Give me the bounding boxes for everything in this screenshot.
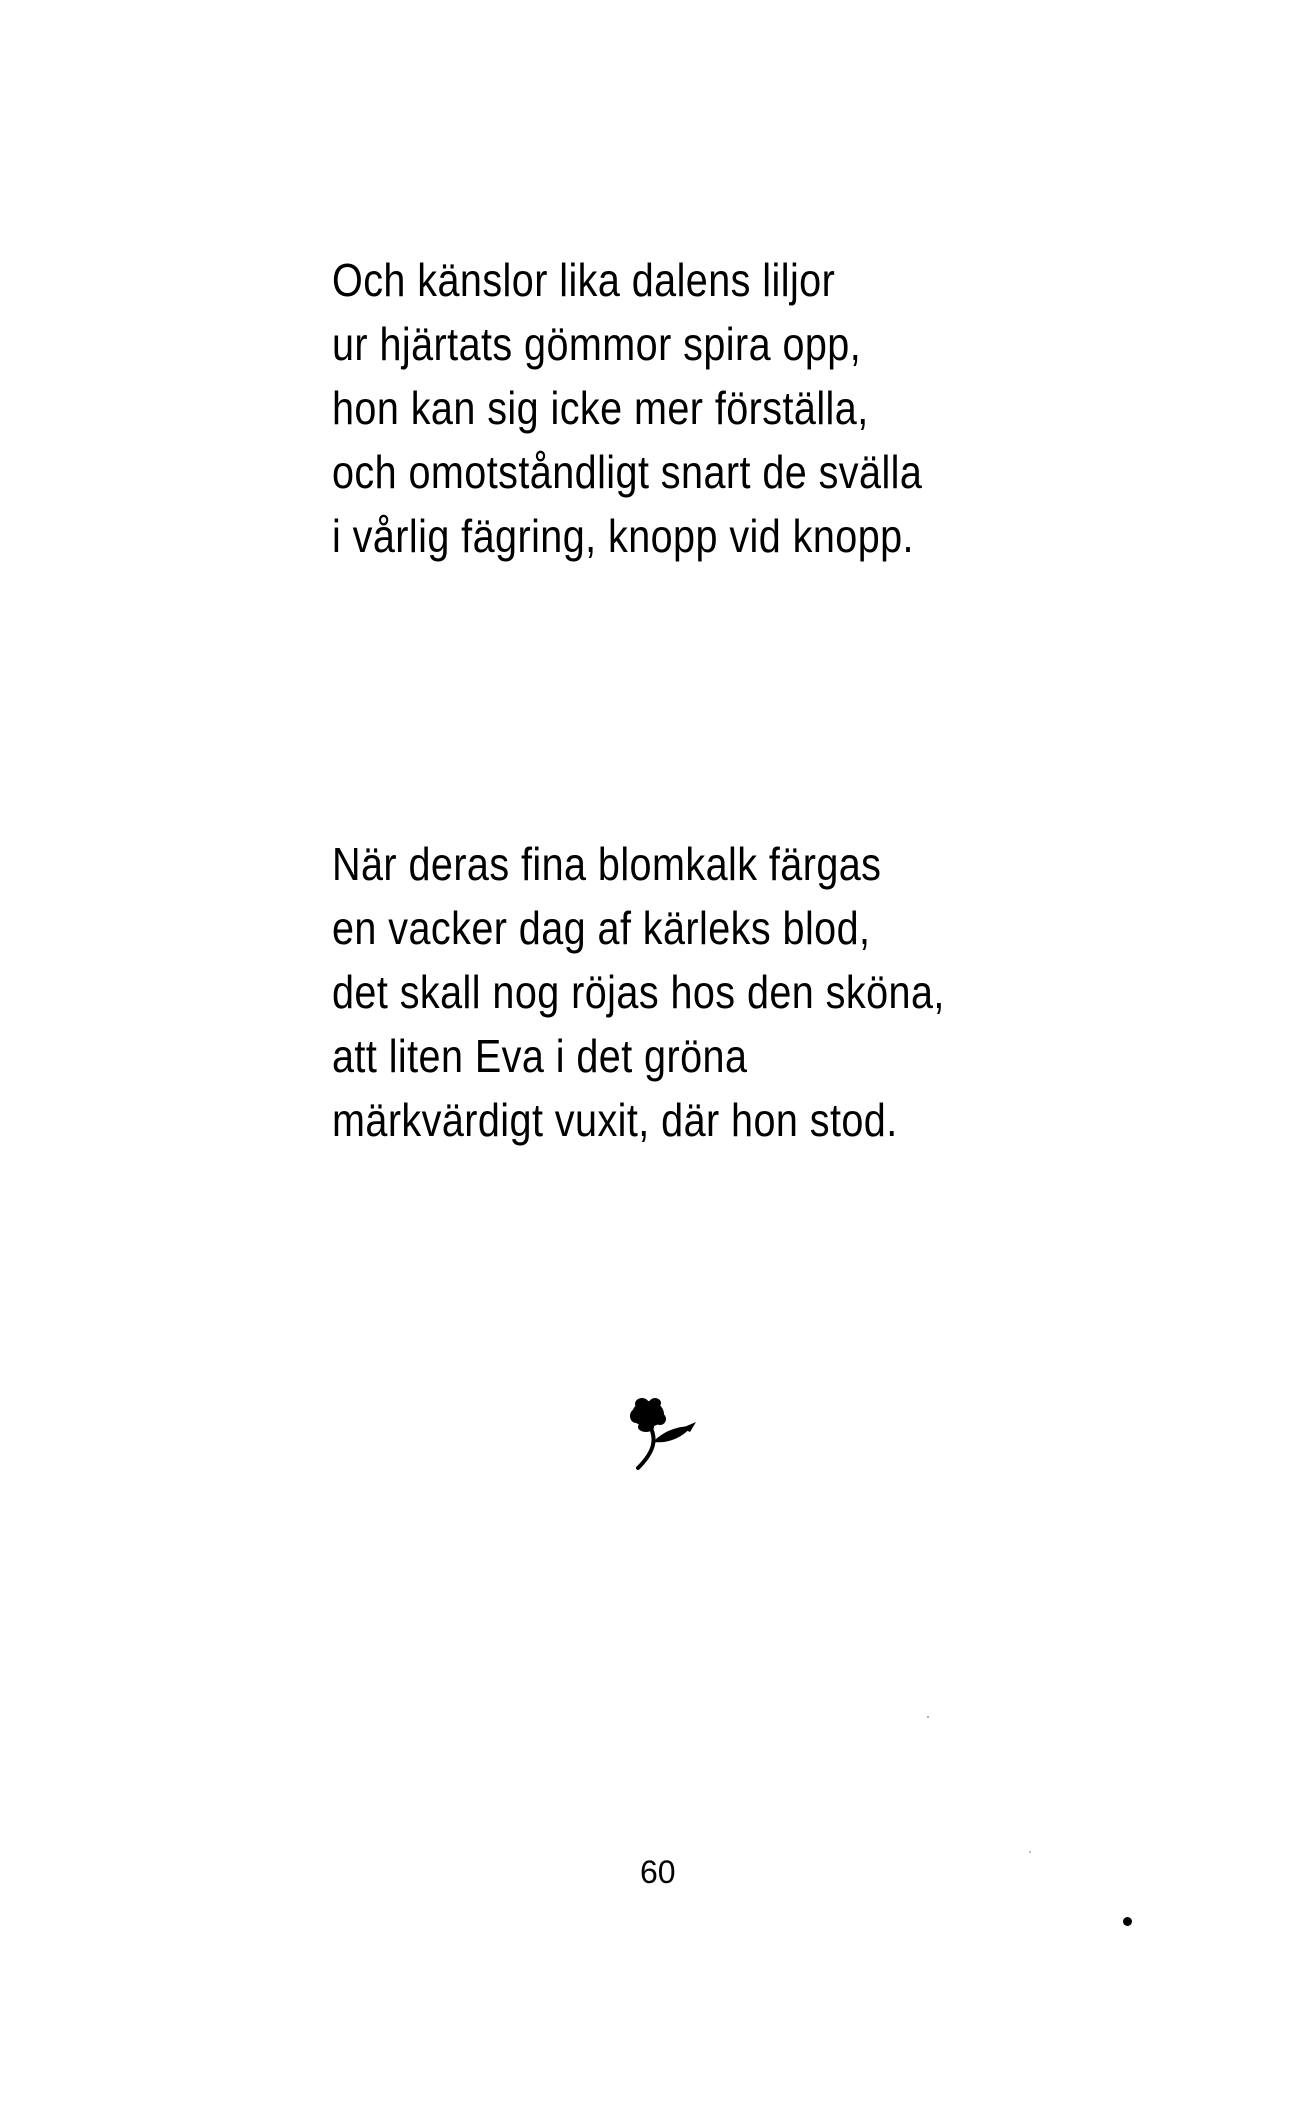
stanza-2 (332, 832, 1232, 1152)
verse-line: en vacker dag af kärleks blod, (332, 902, 871, 954)
verse-line: ur hjärtats gömmor spira opp, (332, 318, 862, 370)
verse-line: hon kan sig icke mer förställa, (332, 382, 869, 434)
verse-line: och omotståndligt snart de svälla (332, 446, 923, 498)
verse-line: i vårlig fägring, knopp vid knopp. (332, 510, 914, 562)
print-speck (1123, 1917, 1132, 1926)
verse-line: När deras fina blomkalk färgas (332, 838, 882, 890)
page-number: 60 (640, 1854, 676, 1890)
flower-ornament-icon (622, 1392, 712, 1472)
verse-line: Och känslor lika dalens liljor (332, 254, 836, 306)
stanza-1 (332, 248, 1232, 568)
print-speck (1029, 1851, 1031, 1853)
verse-line: att liten Eva i det gröna (332, 1030, 748, 1082)
print-speck (927, 1716, 929, 1718)
verse-line: det skall nog röjas hos den sköna, (332, 966, 945, 1018)
verse-line: märkvärdigt vuxit, där hon stod. (332, 1094, 898, 1146)
